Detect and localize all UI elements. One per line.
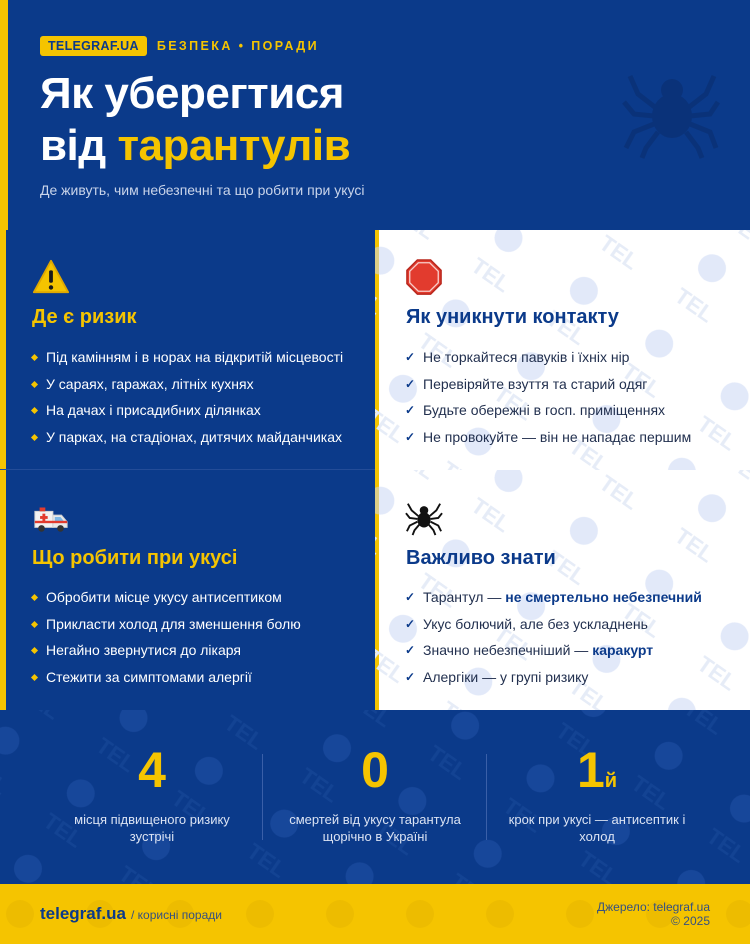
warning-icon <box>32 258 70 296</box>
list-item: ✓ Не торкайтеся павуків і їхніх нір <box>405 344 691 371</box>
footer-brand-link[interactable]: telegraf.ua <box>40 904 126 923</box>
highlight-text: каракурт <box>592 642 654 658</box>
footer-tagline: / корисні поради <box>131 908 222 922</box>
checkmark-icon: ✓ <box>405 350 416 364</box>
stat-value: 0 <box>361 742 389 798</box>
stat-label: місця підвищеного ризику зустрічі <box>74 812 230 844</box>
title-accent: тарантулів <box>117 121 351 170</box>
footer-source <box>597 900 710 928</box>
bullet-icon <box>31 354 38 361</box>
list-item: ✓ Не провокуйте — він не нападає першим <box>405 424 691 451</box>
bullet-icon <box>31 407 38 414</box>
page-title <box>40 68 350 172</box>
list-item: Обробити місце укусу антисептиком <box>32 584 301 611</box>
avoid-card <box>375 230 750 470</box>
bullet-icon <box>31 647 38 654</box>
spider-icon <box>405 498 443 536</box>
info-grid <box>0 230 750 710</box>
avoid-list <box>405 344 691 450</box>
checkmark-icon: ✓ <box>405 376 416 391</box>
list-item: ✓ Алергіки — у групі ризику <box>405 664 702 691</box>
list-item: У сараях, гаражах, літніх кухнях <box>32 371 343 398</box>
copyright-line: © 2025 <box>671 914 710 928</box>
list-item: ✓ Укус болючий, але без ускладнень <box>405 611 702 638</box>
page-subtitle: Де живуть, чим небезпечні та що робити при укусі <box>40 182 365 198</box>
brand-badge[interactable]: TELEGRAF.UA <box>40 36 147 56</box>
stat-first-step <box>502 744 692 845</box>
stat-risk-places <box>57 744 247 845</box>
bullet-icon <box>31 433 38 440</box>
title-line-1: Як уберегтися <box>40 69 344 118</box>
know-list <box>405 584 702 690</box>
stat-label: крок при укусі — антисептик і холод <box>508 812 686 844</box>
risk-card <box>0 230 375 470</box>
list-item: Під камінням і в норах на відкритій місцевості <box>32 344 343 371</box>
risk-title: Де є ризик <box>32 306 137 328</box>
list-item: Стежити за симптомами алергії <box>32 664 301 691</box>
list-item: ✓ Будьте обережні в госп. приміщеннях <box>405 397 691 424</box>
brand-row <box>40 36 319 56</box>
bullet-icon <box>31 673 38 680</box>
divider <box>486 754 487 840</box>
ambulance-icon <box>32 498 70 536</box>
bullet-icon <box>31 620 38 627</box>
list-item: ✓ Перевіряйте взуття та старий одяг <box>405 371 691 398</box>
list-item: Негайно звернутися до лікаря <box>32 637 301 664</box>
checkmark-icon: ✓ <box>405 669 416 684</box>
category-tags: БЕЗПЕКА • ПОРАДИ <box>156 39 319 53</box>
bite-title: Що робити при укусі <box>32 547 238 569</box>
know-card <box>375 470 750 710</box>
list-item: У парках, на стадіонах, дитячих майданчиках <box>32 424 343 451</box>
header <box>0 0 750 230</box>
highlight-text: не смертельно небезпечний <box>505 589 702 605</box>
title-line-2-prefix: від <box>40 121 118 170</box>
footer <box>0 884 750 944</box>
list-item: Прикласти холод для зменшення болю <box>32 611 301 638</box>
checkmark-icon: ✓ <box>405 403 416 417</box>
bullet-icon <box>31 594 38 601</box>
stat-value: 1й <box>576 742 618 798</box>
spider-icon <box>620 60 720 160</box>
bite-card <box>0 470 375 710</box>
source-line: Джерело: telegraf.ua <box>597 900 710 914</box>
checkmark-icon: ✓ <box>405 616 416 631</box>
stat-value: 4 <box>138 742 166 798</box>
stop-sign-icon <box>405 258 443 296</box>
stat-label: смертей від укусу тарантула щорічно в Україні <box>289 812 461 844</box>
avoid-title: Як уникнути контакту <box>406 306 619 328</box>
divider <box>262 754 263 840</box>
bullet-icon <box>31 380 38 387</box>
bite-list <box>32 584 301 690</box>
stat-deaths <box>280 744 470 845</box>
know-title: Важливо знати <box>406 547 556 569</box>
list-item: На дачах і присадибних ділянках <box>32 397 343 424</box>
list-item: ✓ Тарантул — не смертельно небезпечний <box>405 584 702 611</box>
list-item: ✓ Значно небезпечніший — каракурт <box>405 637 702 664</box>
checkmark-icon: ✓ <box>405 643 416 657</box>
checkmark-icon: ✓ <box>405 590 416 604</box>
checkmark-icon: ✓ <box>405 429 416 444</box>
stats-band <box>0 710 750 884</box>
risk-list <box>32 344 343 450</box>
